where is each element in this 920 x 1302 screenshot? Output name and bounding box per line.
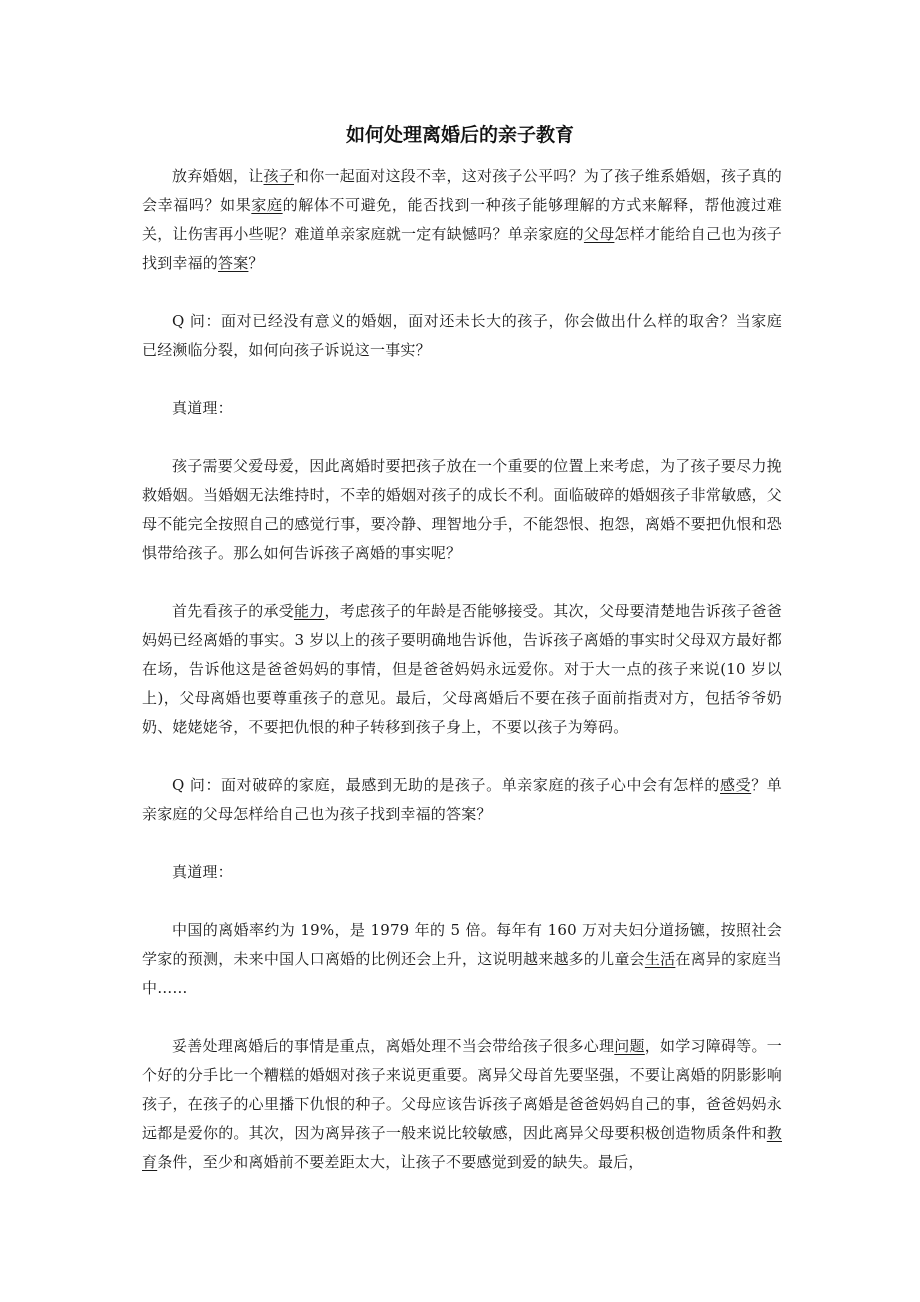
keyword-link[interactable]: 问题 [614,1037,645,1055]
paragraph-text: 孩子需要父爱母爱，因此离婚时要把孩子放在一个重要的位置上来考虑，为了孩子要尽力挽救婚姻。当婚姻无法维持时，不幸的婚姻对孩子的成长不利。面临破碎的婚姻孩子非常敏感，父母不能完全按照自己的感觉行事，要冷静、理智地分手，不能怨恨、抱怨，离婚不要把仇恨和恐惧带给孩子。那么如何告诉孩子离婚的事实呢？ [142,457,782,562]
keyword-link[interactable]: 父母 [583,225,615,243]
paragraph-text: ？ [248,254,264,272]
keyword-link[interactable]: 答案 [218,254,249,272]
paragraph-text: ？单亲家庭的父母怎样给自己也为孩子找到幸福的答案？ [142,776,782,823]
paragraph-text: 真道理： [172,863,233,881]
article-paragraph [142,162,782,278]
article-body [142,162,782,1177]
article-paragraph [142,771,782,829]
article-paragraph [142,394,782,423]
paragraph-text: 中国的离婚率约为 19%，是 1979 年的 5 倍。每年有 160 万对夫妇分道扬镳，按照社会学家的预测，未来中国人口离婚的比例还会上升，这说明越来越多的儿童会 [142,921,782,968]
paragraph-text: 首先看孩子的承受 [172,602,295,620]
paragraph-text: 在离异的家庭当中…… [142,950,782,997]
article-paragraph [142,916,782,1003]
paragraph-text: 的解体不可避免，能否找到一种孩子能够理解的方式来解释，帮他渡过难关，让伤害再小些呢？难道单亲家庭就一定有缺憾吗？单亲家庭的 [142,196,783,243]
paragraph-text: 妥善处理离婚后的事情是重点，离婚处理不当会带给孩子很多心理 [172,1037,615,1055]
keyword-link[interactable]: 感受 [720,776,752,794]
keyword-link[interactable]: 能力 [294,602,325,620]
article-paragraph [142,1032,782,1177]
paragraph-text: 真道理： [172,399,233,417]
keyword-link[interactable]: 家庭 [251,196,283,214]
keyword-link[interactable]: 孩子 [263,167,295,185]
article-paragraph [142,307,782,365]
keyword-link[interactable]: 教育 [142,1124,782,1171]
paragraph-text: ，考虑孩子的年龄是否能够接受。其次，父母要清楚地告诉孩子爸爸妈妈已经离婚的事实。3 岁以上的孩子要明确地告诉他，告诉孩子离婚的事实时父母双方最好都在场，告诉他这是爸爸妈妈的事情，但是爸爸妈妈永远爱你。对于大一点的孩子来说(10 岁以上)，父母离婚也要尊重孩子的意见。最后，父母离婚后不要在孩子面前指责对方，包括爷爷奶奶、姥姥姥爷，不要把仇恨的种子转移到孩子身上，不要以孩子为筹码。 [142,602,782,736]
paragraph-text: ，如学习障碍等。一个好的分手比一个糟糕的婚姻对孩子来说更重要。离异父母首先要坚强，不要让离婚的阴影影响孩子，在孩子的心里播下仇恨的种子。父母应该告诉孩子离婚是爸爸妈妈自己的事，爸爸妈妈永远都是爱你的。其次，因为离异孩子一般来说比较敏感，因此离异父母要积极创造物质条件和 [142,1037,783,1142]
paragraph-text: 和你一起面对这段不幸，这对孩子公平吗？为了孩子维系婚姻，孩子真的会幸福吗？如果 [142,167,783,214]
page-title: 如何处理离婚后的亲子教育 [345,124,574,146]
paragraph-text: 条件，至少和离婚前不要差距太大，让孩子不要感觉到爱的缺失。最后， [157,1153,644,1171]
keyword-link[interactable]: 生活 [644,950,676,968]
article-paragraph [142,452,782,568]
paragraph-text: Q 问：面对破碎的家庭，最感到无助的是孩子。单亲家庭的孩子心中会有怎样的 [172,776,720,794]
paragraph-text: 放弃婚姻，让 [172,167,264,185]
article-paragraph [142,597,782,742]
paragraph-text: Q 问：面对已经没有意义的婚姻，面对还未长大的孩子，你会做出什么样的取舍？当家庭已经濒临分裂，如何向孩子诉说这一事实？ [142,312,782,359]
paragraph-text: 怎样才能给自己也为孩子找到幸福的 [142,225,782,272]
article-paragraph [142,858,782,887]
